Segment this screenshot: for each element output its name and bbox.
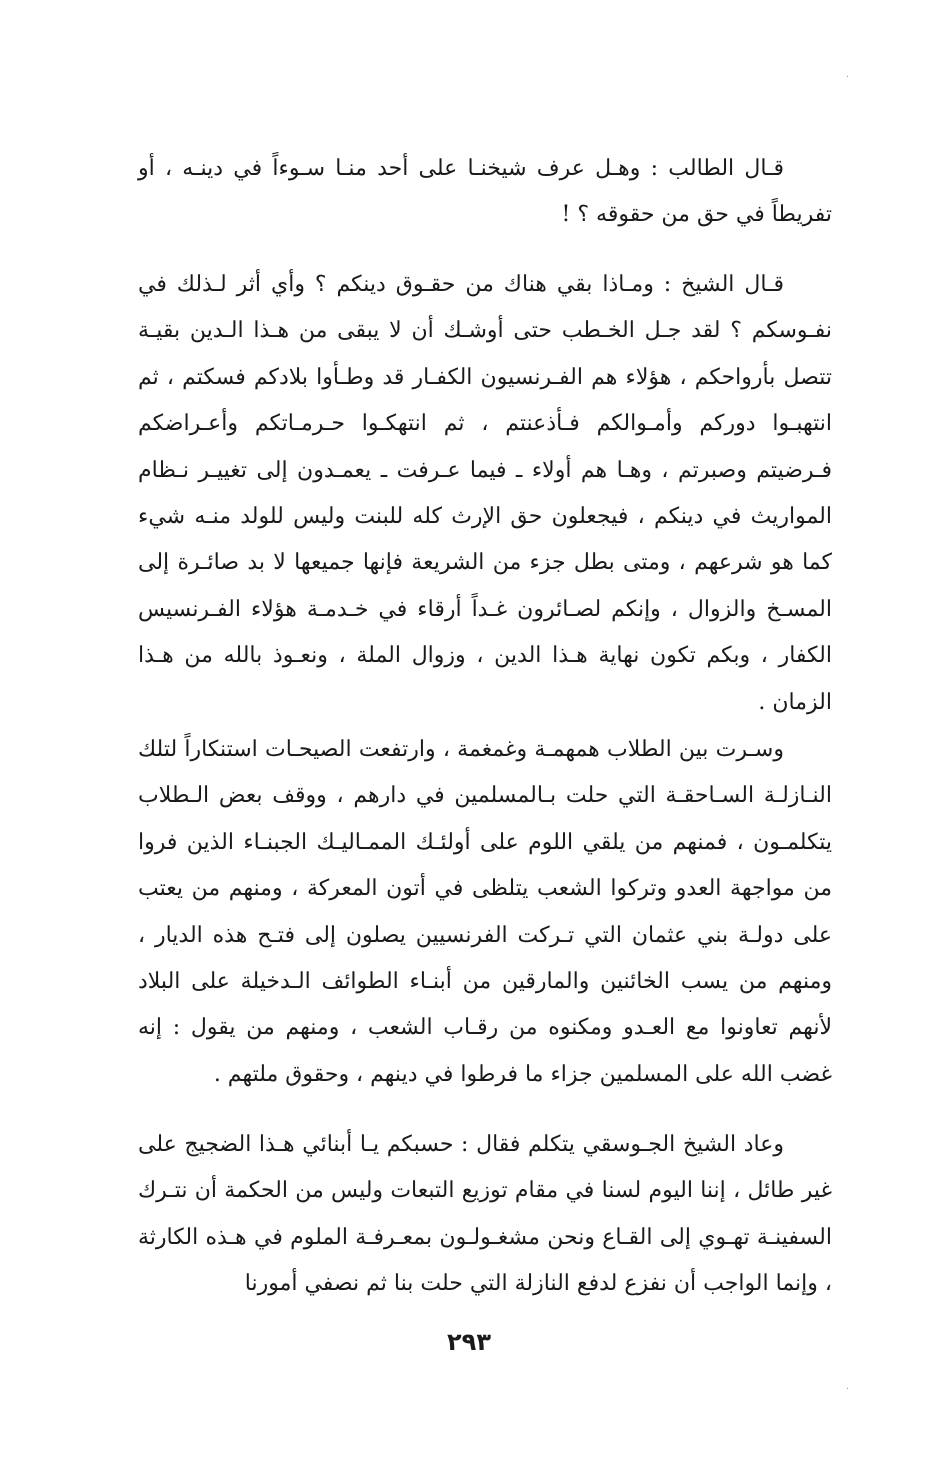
- page-number: ٢٩٣: [447, 1328, 491, 1356]
- paragraph-text: قـال الشيخ : ومـاذا بقي هناك من حقـوق دينكم ؟ وأي أثر لـذلك في نفـوسكم ؟ لقد جـل الخـطب حتى أوشـك أن لا يبقى من هـذا الـدين بقيـة تتصل بأرواحكم ، هؤلاء هم الفـرنسيون الكفـار قد وطـأوا بلادكم فسكتم ، ثم انتهبـوا دوركم وأمـوالكم فـأذعنتم ، ثم انتهكـوا حـرمـاتكم وأعـراضكم فـرضيتم وصبرتم ، وهـا هم أولاء ـ فيما عـرفت ـ يعمـدون إلى تغييـر نـظام المواريث في دينكم ، فيجعلون حق الإرث كله للبنت وليس للولد منـه شيء كما هو شرعهم ، ومتى بطل جزء من الشريعة فإنها جميعها لا بد صائـرة إلى المسـخ والزوال ، وإنكم لصـائرون غـداً أرقاء في خـدمـة هؤلاء الفـرنسيس الكفار ، وبكم تكون نهاية هـذا الدين ، وزوال الملة ، ونعـوذ بالله من هـذا الزمان .: [138, 272, 832, 715]
- paragraph-text: وعاد الشيخ الجـوسقي يتكلم فقال : حسبكم يـا أبنائي هـذا الضجيج على غير طائل ، إننا اليوم لسنا في مقام توزيع التبعات وليس من الحكمة أن نتـرك السفينـة تهـوي إلى القـاع ونحن مشغـولـون بمعـرفـة الملوم في هـذه الكارثة ، وإنما الواجب أن نفزع لدفع النازلة التي حلت بنا ثم نصفي أمورنا: [138, 1132, 832, 1297]
- scan-speck: ·: [846, 72, 850, 83]
- paragraph-student-question: [138, 146, 832, 239]
- paragraph-sheikh-continues: [138, 1122, 832, 1308]
- paragraph-text: قـال الطالب : وهـل عرف شيخنـا على أحد منـا سـوءاً في دينـه ، أو تفريطاً في حق من حقوقه ؟ !: [138, 156, 832, 228]
- scan-speck: ·: [846, 1384, 850, 1395]
- paragraph-sheikh-answer: [138, 262, 832, 726]
- paragraph-text: وسـرت بين الطلاب همهمـة وغمغمة ، وارتفعت الصيحـات استنكاراً لتلك النـازلـة السـاحقـة التي حلت بـالمسلمين في دارهم ، ووقف بعض الـطلاب يتكلمـون ، فمنهم من يلقي اللوم على أولئـك الممـاليـك الجبنـاء الذين فروا من مواجهة العدو وتركوا الشعب يتلظى في أتون المعركة ، ومنهم من يعتب على دولـة بني عثمان التي تـركت الفرنسيين يصلون إلى فتـح هذه الديار ، ومنهم من يسب الخائنين والمارقين من أبنـاء الطوائف الـدخيلة على البلاد لأنهم تعاونوا مع العـدو ومكنوه من رقـاب الشعب ، ومنهم من يقول : إنه غضب الله على المسلمين جزاء ما فرطوا في دينهم ، وحقوق ملتهم .: [138, 737, 832, 1087]
- paragraph-students-reaction: [138, 727, 832, 1098]
